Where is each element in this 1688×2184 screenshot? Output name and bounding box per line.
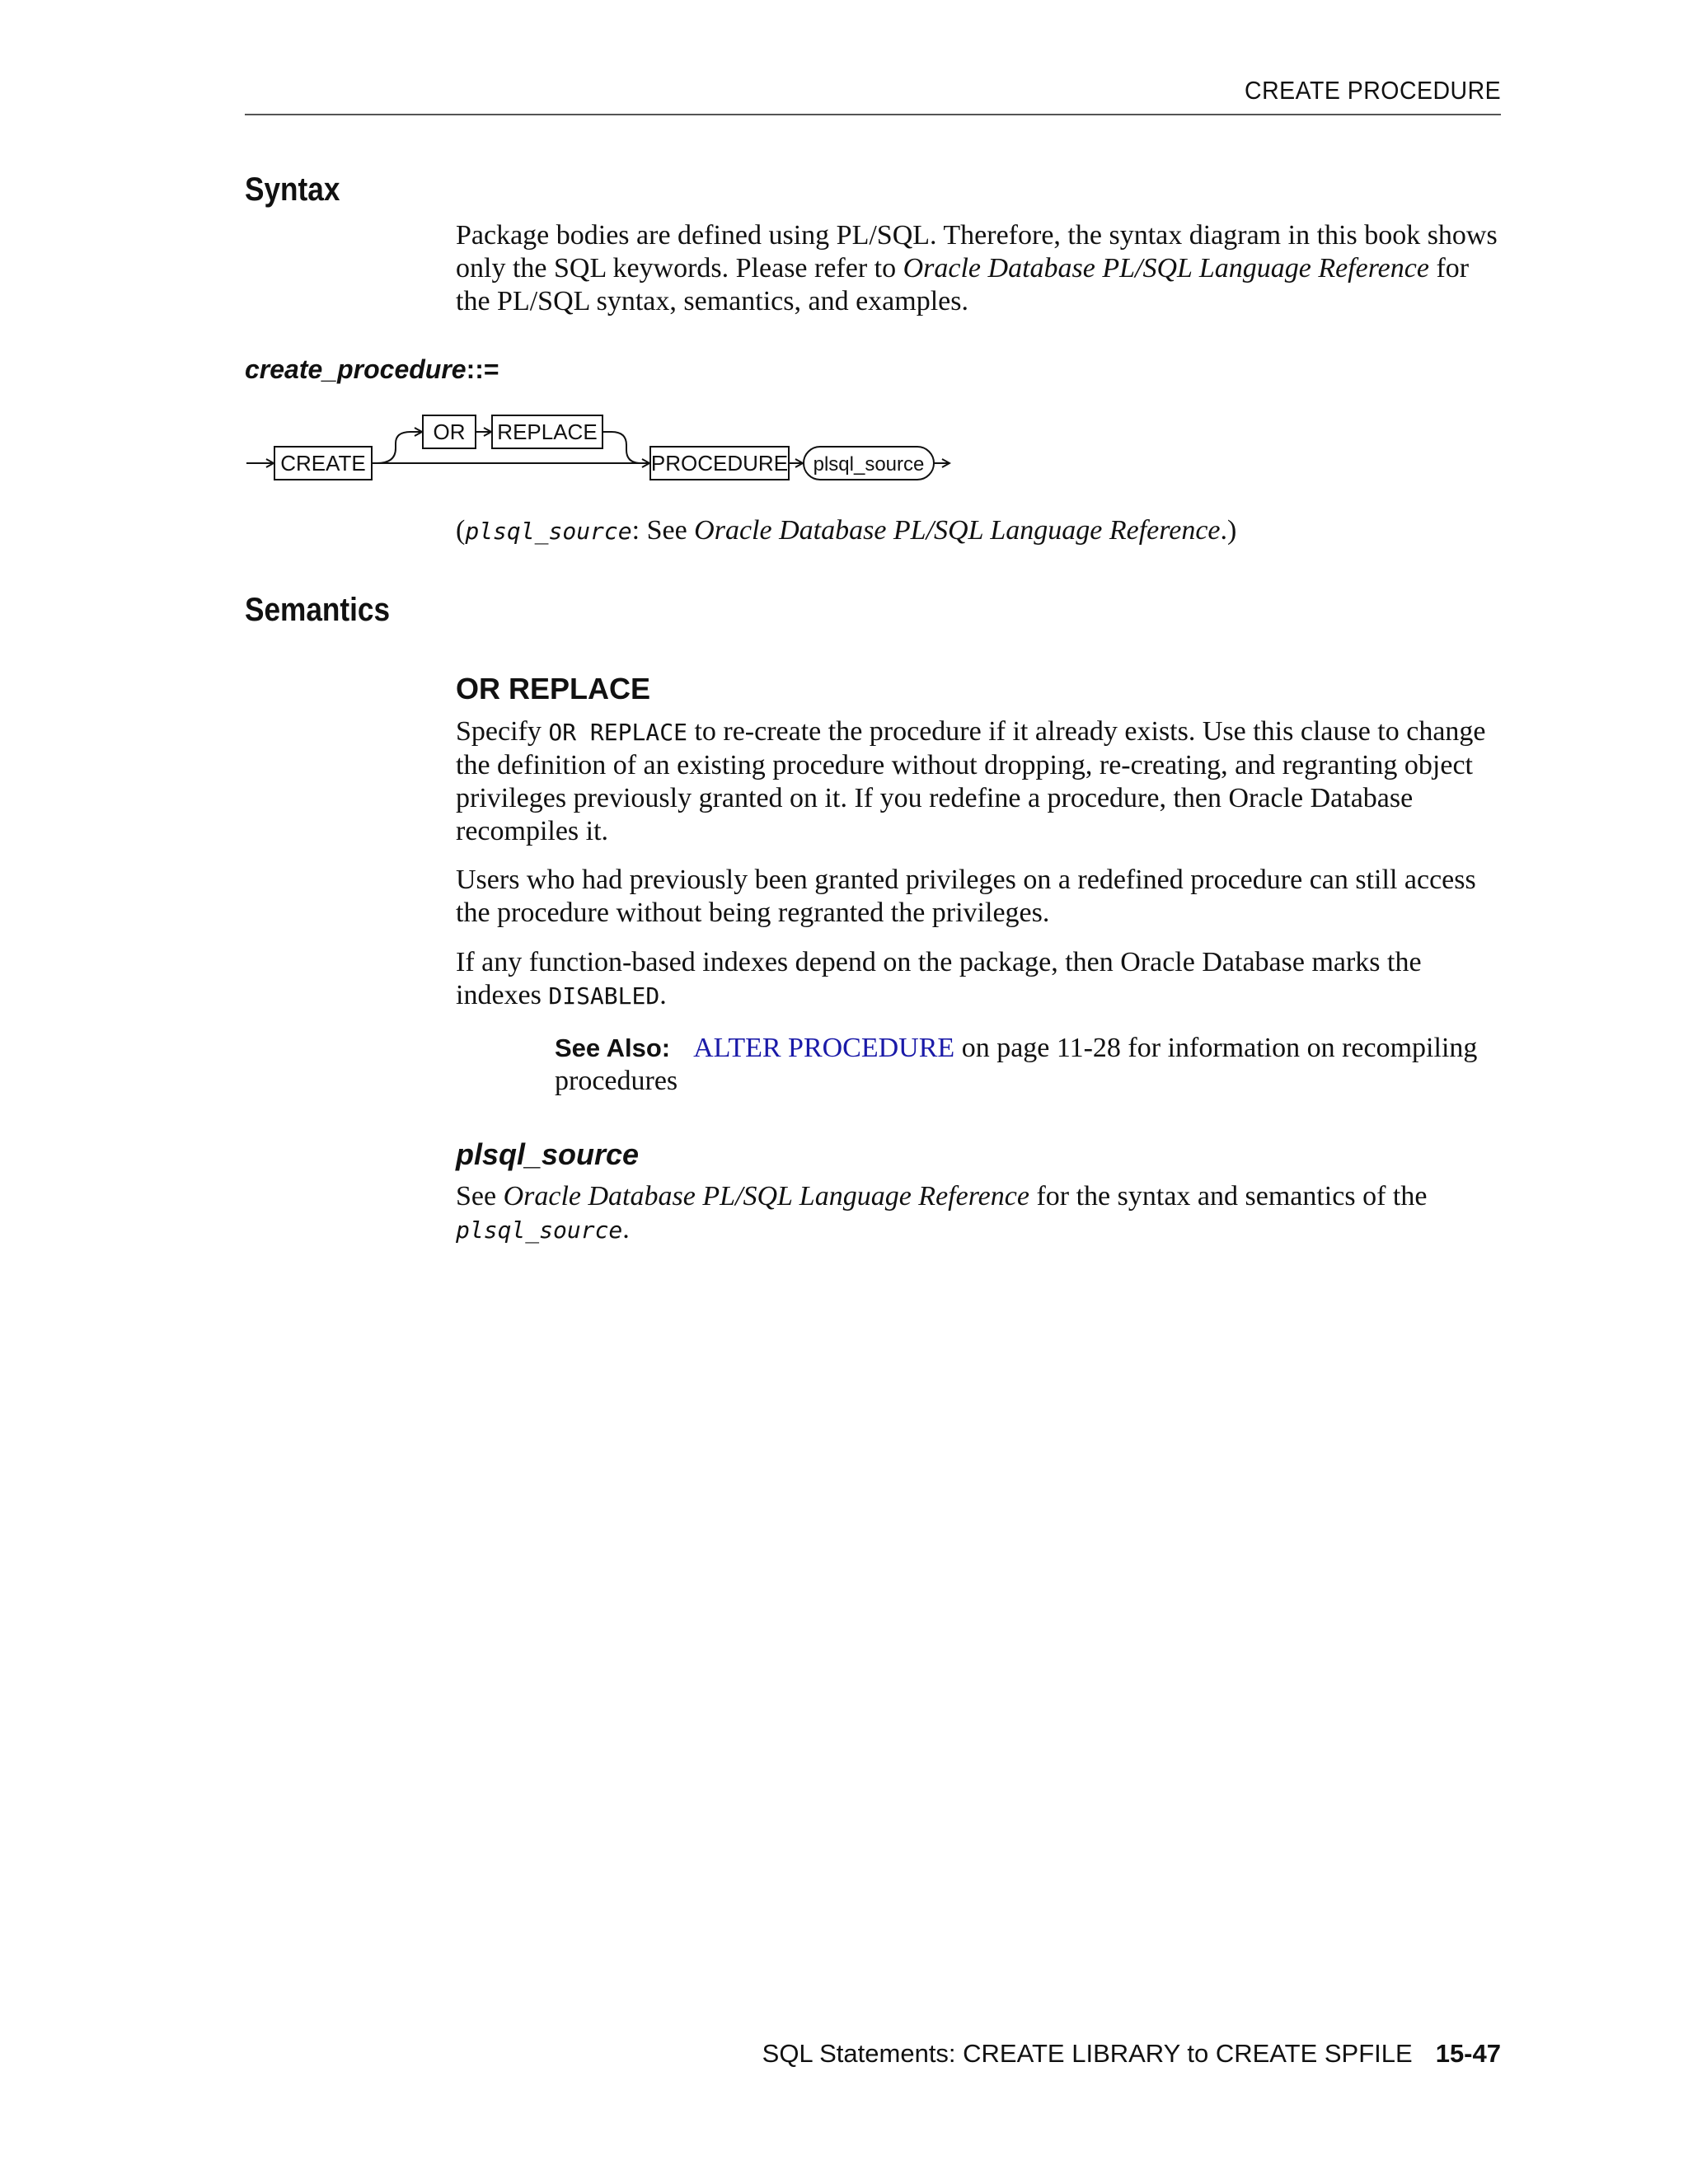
or-replace-p2 (456, 864, 1503, 930)
syntax-diagram (231, 404, 973, 494)
running-header: CREATE PROCEDURE (1244, 76, 1501, 105)
intro-reference: Oracle Database PL/SQL Language Reference (903, 253, 1429, 284)
semantics-heading: Semantics (245, 592, 391, 628)
plsql-text-b: for the syntax and semantics of the (1029, 1181, 1428, 1212)
or-replace-p3 (456, 946, 1503, 1013)
note-term: plsql_source (465, 518, 632, 545)
or-replace-p1-b: to re-create the procedure if it already exists. Use this clause to change the definition of an existing procedure without dropping, re-creating, and regranting object privileges previously granted on it. If you redefine a procedure, then Oracle Database recompiles it. (456, 716, 1486, 846)
note-close: .) (1220, 515, 1237, 546)
plsql-code: plsql_source (456, 1216, 623, 1244)
see-also-text: on page 11-28 for information on recompiling procedures (555, 1033, 1478, 1096)
header-rule (245, 114, 1501, 115)
diagram-note (456, 514, 1503, 548)
footer-title: SQL Statements: CREATE LIBRARY to CREATE SPFILE (762, 2039, 1413, 2068)
diagram-label-suffix: ::= (466, 354, 499, 384)
page-footer (762, 2039, 1501, 2069)
note-open: ( (456, 515, 466, 546)
or-replace-p3-b: . (659, 980, 667, 1010)
or-replace-code: OR REPLACE (548, 719, 687, 746)
or-replace-heading: OR REPLACE (456, 672, 651, 705)
page-number: 15-47 (1435, 2039, 1501, 2068)
note-mid: : See (631, 515, 695, 546)
or-keyword: OR (433, 419, 466, 444)
syntax-intro (456, 219, 1503, 318)
branch-down-path (603, 432, 641, 463)
note-reference: Oracle Database PL/SQL Language Reference (694, 515, 1221, 546)
intro-text-1: Package bodies are defined using PL/SQL. Therefore, the syntax diagram in this book shows only the SQL keywords. Please refer to (456, 220, 1498, 284)
plsql-reference: Oracle Database PL/SQL Language Reference (503, 1181, 1029, 1212)
intro-text-2: for the PL/SQL syntax, semantics, and examples. (456, 253, 1470, 316)
replace-keyword: REPLACE (497, 419, 598, 444)
see-also-label: See Also: (555, 1033, 671, 1062)
plsql-source-paragraph (456, 1180, 1503, 1247)
syntax-heading: Syntax (245, 171, 340, 208)
plsql-source-heading: plsql_source (456, 1137, 640, 1171)
disabled-code: DISABLED (548, 982, 660, 1010)
plsql-text-c: . (622, 1214, 630, 1244)
alter-procedure-link[interactable]: ALTER PROCEDURE (693, 1033, 955, 1063)
branch-up-path (377, 432, 422, 463)
see-also-note (555, 1032, 1503, 1098)
plsql-source-term: plsql_source (813, 453, 925, 476)
or-replace-p2-text: Users who had previously been granted privileges on a redefined procedure can still access the procedure without being regranted the privileges. (456, 865, 1476, 928)
plsql-text-a: See (456, 1181, 504, 1212)
create-keyword: CREATE (280, 451, 366, 476)
or-replace-p1-a: Specify (456, 716, 549, 747)
or-replace-p3-a: If any function-based indexes depend on the package, then Oracle Database marks the indexes (456, 947, 1422, 1010)
diagram-label (245, 354, 499, 385)
procedure-keyword: PROCEDURE (650, 451, 789, 476)
or-replace-p1 (456, 715, 1503, 848)
diagram-label-name: create_procedure (245, 354, 467, 384)
